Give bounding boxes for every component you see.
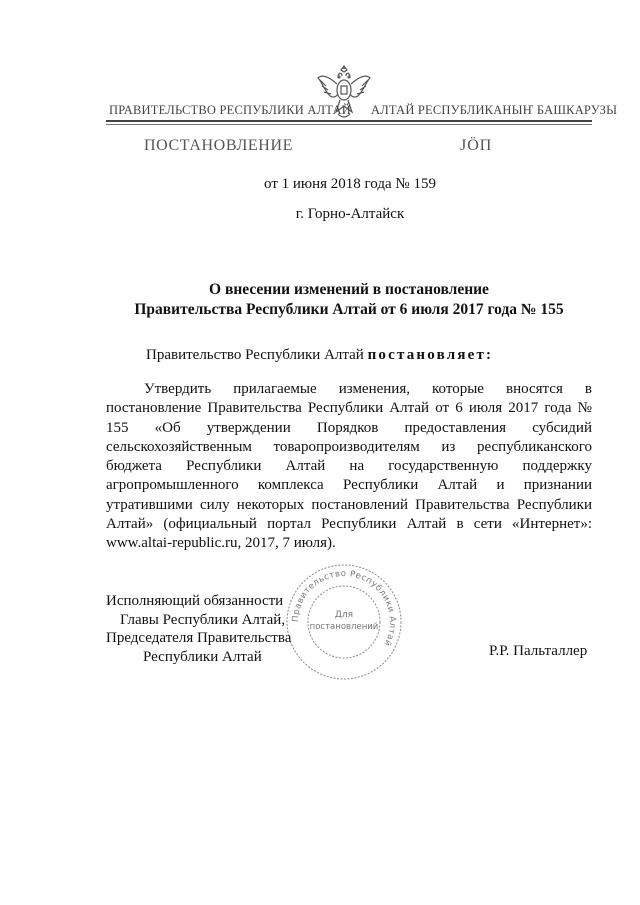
signature-line-4: Республики Алтай <box>143 648 262 665</box>
svg-text:Правительство Республики Алтай <box>291 569 397 648</box>
signature-block <box>106 592 291 666</box>
header-rule <box>106 120 592 122</box>
stamp-ring-text: Правительство Республики Алтай <box>290 568 398 648</box>
stamp-center-line-2: постановлений <box>309 622 379 632</box>
doc-type-alt: ЈӦП <box>460 137 493 154</box>
stamp-center-line-1: Для <box>334 610 354 620</box>
document-city: г. Горно-Алтайск <box>295 206 405 222</box>
decree-line <box>146 347 493 364</box>
header-rule-thin <box>106 124 592 125</box>
doc-type-ru: ПОСТАНОВЛЕНИЕ <box>144 137 293 154</box>
government-title-alt: АЛТАЙ РЕСПУБЛИКАНЫҤ БАШКАРУЗЫ <box>371 103 618 117</box>
decree-subject: Правительство Республики Алтай <box>146 347 364 363</box>
signature-line-3: Председателя Правительства <box>106 630 292 646</box>
title-line-1: О внесении изменений в постановление <box>209 281 489 298</box>
signature-line-1: Исполняющий обязанности <box>106 593 284 609</box>
body-paragraph: Утвердить прилагаемые изменения, которые вносятся в постановление Правительства Республики Алтай от 6 июля 2017 года № 155 «Об утверждении Порядков предоставления субсидий сельскохозяйственным товаропроизводителям из республиканского бюджета Республики Алтай на государственную поддержку агропромышленного комплекса Республики Алтай и признании утратившими силу некоторых постановлений Правительства Республики Алтай» (официальный портал Республики Алтай в сети «Интернет»: www.altai-republic.ru, 2017, 7 июля). <box>106 381 592 552</box>
signer-name: Р.Р. Пальталлер <box>489 643 588 659</box>
document-date-number: от 1 июня 2018 года № 159 <box>264 176 436 192</box>
decree-verb: постановляет: <box>367 347 494 363</box>
title-line-2: Правительства Республики Алтай от 6 июля 2017 года № 155 <box>134 301 564 318</box>
document-title <box>106 280 592 320</box>
signature-line-2: Главы Республики Алтай, <box>120 611 286 628</box>
document-body <box>106 380 592 554</box>
government-title-ru: ПРАВИТЕЛЬСТВО РЕСПУБЛИКИ АЛТАЙ <box>109 103 351 117</box>
official-stamp <box>284 562 404 682</box>
